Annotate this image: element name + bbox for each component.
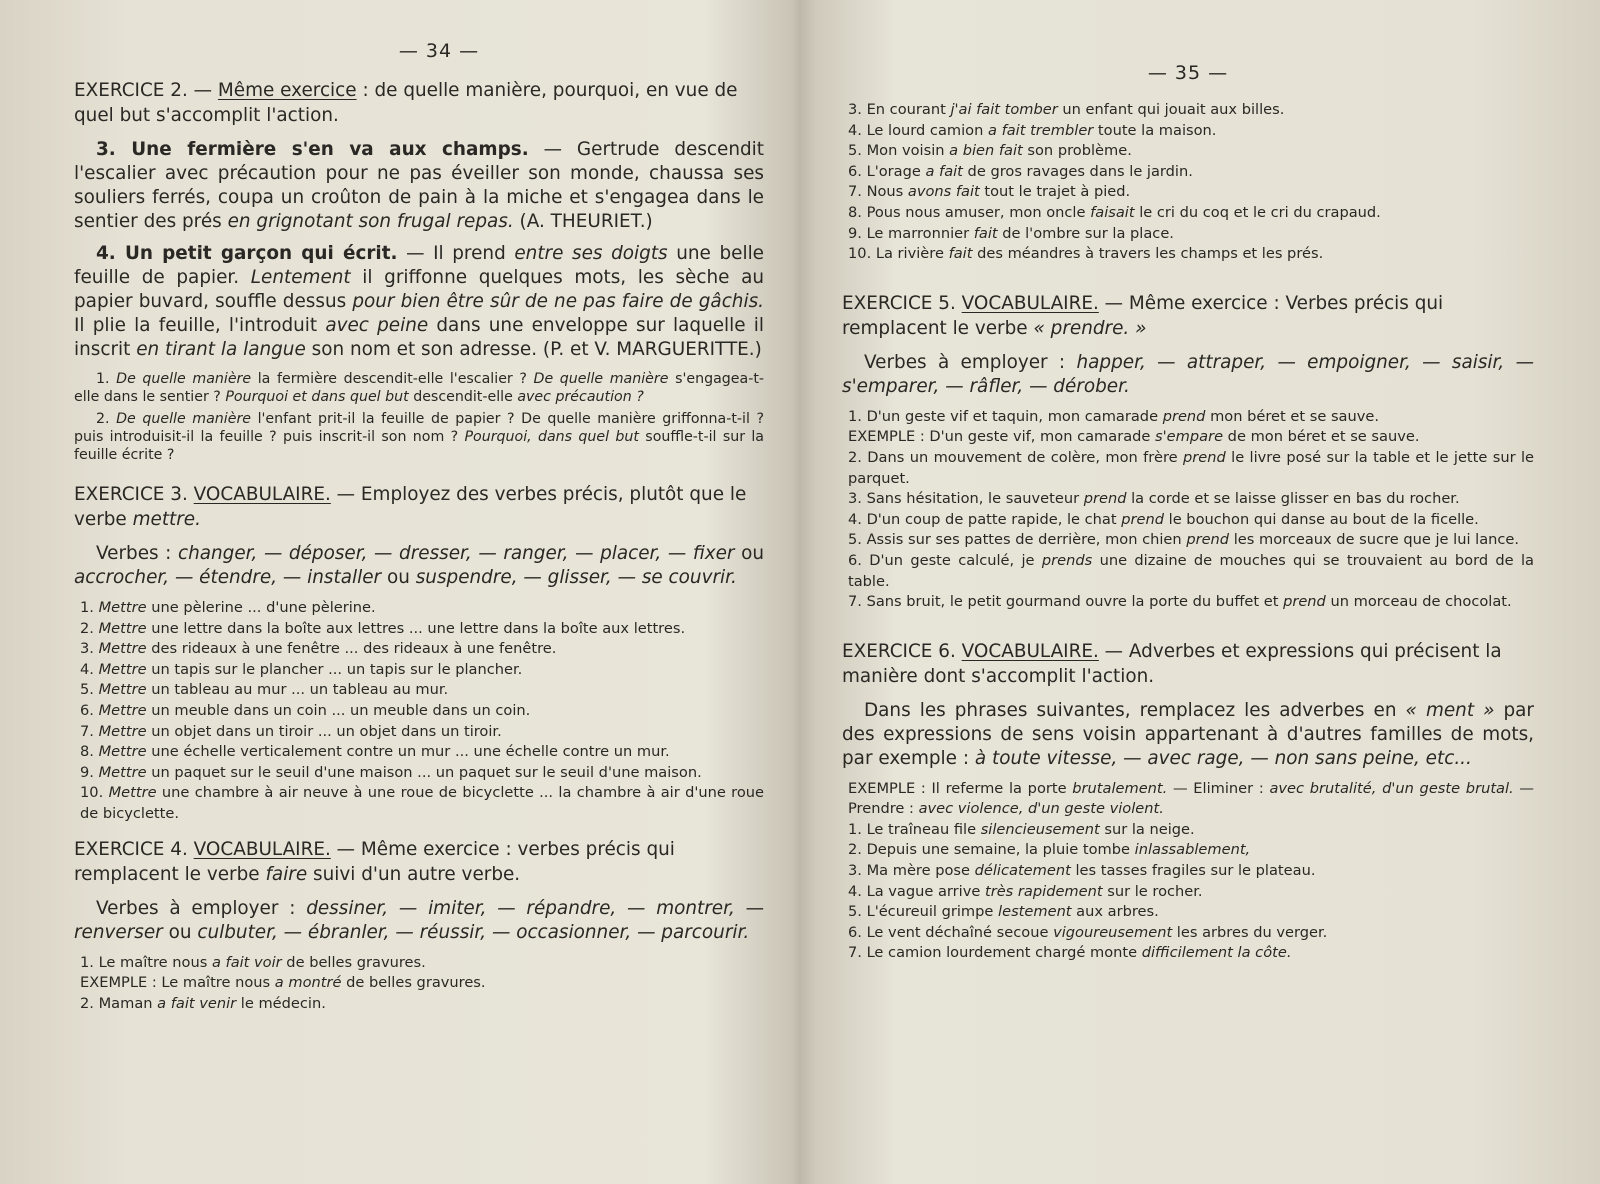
exercise-3-label: EXERCICE 3. — [74, 484, 194, 505]
item-text-a: 6. L'orage — [848, 162, 926, 180]
item-italic: j'ai fait tomber — [950, 101, 1058, 118]
exercise-3-underlined: VOCABULAIRE. — [193, 484, 331, 505]
item-text-b: les morceaux de sucre que je lui lance. — [1229, 531, 1520, 549]
list-item — [74, 722, 764, 743]
question-1-text-c: s'engagea-t-elle dans le sentier ? — [74, 371, 765, 405]
exercise-4-verbs-list: dessiner, — imiter, — répandre, — montrer, — renverser — [74, 897, 764, 943]
page-number-left: — 34 — — [398, 40, 480, 62]
exercise-6-intro-italic-2: à toute vitesse, — avec rage, — non sans peine, etc... — [974, 747, 1472, 769]
item-text-a: 1. Le traîneau file — [848, 820, 981, 838]
exercise-4-verbs-list-2: culbuter, — ébranler, — réussir, — occasionner, — parcourir. — [197, 921, 750, 943]
item-number: 6. — [80, 701, 99, 719]
item-text-a: EXEMPLE : D'un geste vif, mon camarade — [848, 428, 1156, 446]
paragraph-4-text-a: — Il prend — [397, 243, 515, 264]
item-text-b: de gros ravages dans le jardin. — [962, 162, 1193, 180]
exercise-5-underlined: VOCABULAIRE. — [961, 292, 1099, 314]
item-text-a: 1. Le maître nous — [80, 953, 212, 971]
exercise-5-verbs-list: happer, — attraper, — empoigner, — saisir, — s'emparer, — râfler, — dérober. — [842, 351, 1534, 397]
list-item — [842, 530, 1534, 551]
list-item — [842, 882, 1534, 903]
item-italic: lestement — [998, 903, 1072, 921]
exercise-6-heading — [842, 639, 1534, 689]
item-italic: silencieusement — [980, 820, 1100, 838]
item-verb: Mettre — [98, 619, 147, 637]
item-text-a: 7. Le camion lourdement chargé monte — [848, 944, 1142, 962]
item-number: 10. — [80, 784, 109, 802]
exercise-2-underlined: Même exercice — [217, 80, 357, 101]
list-item — [74, 701, 764, 722]
item-text-b: les tasses fragiles sur le plateau. — [1070, 862, 1316, 880]
exercise-3-items — [74, 598, 764, 825]
exercise-6-underlined: VOCABULAIRE. — [961, 640, 1099, 662]
exercise-3-verbs-lead: Verbes : — [96, 543, 178, 564]
item-text-a: 10. La rivière — [848, 245, 949, 263]
item-text-b: tout le trajet à pied. — [979, 183, 1131, 201]
question-1-text-d: descendit-elle — [408, 389, 518, 405]
exercise-3-verbs-ou-2: ou — [381, 567, 416, 588]
exercise-5-instructions: — Même exercice : Verbes précis qui remplacent le verbe — [842, 292, 1444, 339]
paragraph-4-italic-c: pour bien être sûr de ne pas faire de gâchis. — [352, 291, 765, 312]
item-text-b: mon béret et se sauve. — [1205, 407, 1379, 425]
example-italic-1: brutalement. — [1072, 779, 1168, 797]
list-item — [842, 141, 1534, 162]
item-text: un tapis sur le plancher ... un tapis sur le plancher. — [146, 660, 523, 678]
item-number: 8. — [80, 743, 99, 761]
item-italic: délicatement — [974, 862, 1071, 880]
question-1-number: 1. — [96, 371, 117, 387]
question-1-italic-3: Pourquoi et dans quel but — [225, 389, 409, 405]
paragraph-4-italic-a: entre ses doigts — [514, 243, 668, 264]
list-item — [842, 407, 1534, 428]
item-text-b: un enfant qui jouait aux billes. — [1057, 101, 1285, 118]
exercise-3-verbs-list: changer, — déposer, — dresser, — ranger, — placer, — fixer — [177, 543, 735, 564]
example-text-a: EXEMPLE : Il referme la porte — [848, 779, 1073, 797]
paragraph-4-text-b: une belle feuille de papier. — [74, 243, 764, 288]
exercise-3-heading — [74, 482, 764, 532]
question-1-text-b: la fermière descendit-elle l'escalier ? — [251, 371, 534, 387]
item-italic: prend — [1083, 490, 1127, 508]
exercise-6-intro — [842, 699, 1534, 771]
item-text: une pèlerine ... d'une pèlerine. — [146, 599, 376, 616]
item-text-a: 5. Mon voisin — [848, 142, 950, 160]
example-italic-3: avec violence, d'un geste violent. — [918, 800, 1164, 818]
list-item — [842, 551, 1534, 592]
item-number: 3. — [80, 640, 99, 658]
exercise-4-label: EXERCICE 4. — [74, 838, 194, 860]
exercise-3-instructions: — Employez des verbes précis, plutôt que le verbe — [74, 484, 747, 530]
item-text-b: de belles gravures. — [341, 974, 486, 992]
item-number: 4. — [80, 660, 99, 678]
item-text-a: 5. L'écureuil grimpe — [848, 903, 999, 921]
paragraph-4-italic-d: avec peine — [325, 315, 429, 336]
item-number: 7. — [80, 722, 99, 740]
example-line — [842, 779, 1534, 820]
exercise-3-verbs-list-2: accrocher, — étendre, — installer — [74, 567, 382, 588]
right-page — [808, 0, 1600, 1184]
item-text-b: son problème. — [1022, 142, 1132, 160]
list-item — [74, 994, 764, 1015]
item-text-b: des méandres à travers les champs et les prés. — [972, 245, 1324, 263]
list-item — [74, 783, 764, 824]
item-italic: prend — [1121, 510, 1164, 528]
item-verb: Mettre — [98, 640, 147, 658]
list-item — [842, 489, 1534, 510]
example-line — [74, 973, 764, 994]
item-text-a: 2. Depuis une semaine, la pluie tombe — [848, 841, 1135, 859]
item-number: 1. — [80, 599, 99, 616]
question-2-number: 2. — [96, 411, 117, 427]
exercise-4-instructions-b: suivi d'un autre verbe. — [307, 863, 521, 885]
exercise-5-italic: « prendre. » — [1033, 317, 1147, 339]
item-text: un objet dans un tiroir ... un objet dans un tiroir. — [146, 722, 502, 740]
list-item — [842, 592, 1534, 613]
paragraph-4-text-d: Il plie la feuille, l'introduit — [74, 315, 326, 336]
item-italic: inlassablement, — [1134, 841, 1251, 859]
item-number: 2. — [80, 619, 99, 637]
right-page-content — [842, 62, 1534, 976]
list-item — [842, 121, 1534, 142]
question-2-italic-1: De quelle manière — [116, 411, 252, 427]
item-italic: a fait voir — [211, 953, 282, 971]
item-text-a: 2. Maman — [80, 994, 158, 1012]
list-item — [842, 923, 1534, 944]
item-italic: difficilement la côte. — [1141, 944, 1292, 962]
item-text-b: sur le rocher. — [1102, 882, 1203, 900]
item-text-b: le livre posé sur la table et le jette sur le parquet. — [848, 448, 1534, 487]
item-text-a: 5. Assis sur ses pattes de derrière, mon chien — [848, 531, 1187, 549]
paragraph-4 — [74, 242, 764, 362]
item-italic: très rapidement — [984, 882, 1103, 900]
item-italic: fait — [948, 245, 973, 263]
paragraph-3 — [74, 138, 764, 234]
item-text-a: 9. Le marronnier — [848, 224, 974, 242]
list-item — [842, 182, 1534, 203]
exercise-3-verbs-list-3: suspendre, — glisser, — se couvrir. — [415, 567, 737, 588]
exercise-4-heading — [74, 837, 764, 887]
item-verb: Mettre — [98, 681, 147, 699]
item-italic: prend — [1162, 407, 1206, 425]
item-italic: faisait — [1090, 203, 1135, 221]
item-italic: a bien fait — [949, 142, 1023, 160]
item-text-a: 4. Le lourd camion — [848, 121, 988, 139]
list-item — [842, 203, 1534, 224]
item-text-a: 7. Nous — [848, 183, 908, 201]
item-text: une lettre dans la boîte aux lettres ... une lettre dans la boîte aux lettres. — [146, 619, 686, 637]
item-text-a: 3. Ma mère pose — [848, 862, 975, 880]
question-2-text-c: souffle-t-il sur la feuille écrite ? — [74, 429, 764, 463]
item-verb: Mettre — [98, 722, 147, 740]
list-item — [74, 953, 764, 974]
example-line — [842, 427, 1534, 448]
question-1 — [74, 370, 764, 406]
exercise-3-italic: mettre. — [132, 509, 201, 530]
list-item — [842, 162, 1534, 183]
exercise-3-verbs — [74, 542, 764, 590]
list-item — [842, 943, 1534, 964]
question-2 — [74, 410, 764, 464]
exercise-4-verbs — [74, 897, 764, 945]
exercise-2-heading — [74, 78, 764, 128]
item-text-b: une dizaine de mouches qui se trouvaient au bord de la table. — [848, 551, 1534, 590]
item-text-b: les arbres du verger. — [1172, 923, 1328, 941]
paragraph-3-title: 3. Une fermière s'en va aux champs. — [96, 139, 529, 160]
exercise-5-verbs-lead: Verbes à employer : — [864, 351, 1077, 373]
paragraph-3-italic-a: en grignotant son frugal repas. — [227, 211, 514, 232]
paragraph-4-italic-e: en tirant la langue — [136, 339, 306, 360]
item-italic: s'empare — [1155, 428, 1224, 446]
item-text-b: toute la maison. — [1093, 121, 1217, 139]
paragraph-3-text-b: (A. THEURIET.) — [513, 211, 653, 232]
item-number: 9. — [80, 763, 99, 781]
exercise-6-label: EXERCICE 6. — [842, 640, 962, 662]
list-item — [842, 448, 1534, 489]
exercise-5-verbs — [842, 351, 1534, 399]
item-number: 5. — [80, 681, 99, 699]
item-text-a: 3. Sans hésitation, le sauveteur — [848, 490, 1084, 508]
item-italic: prend — [1183, 448, 1226, 466]
item-italic: prend — [1186, 531, 1230, 549]
exercise-4-underlined: VOCABULAIRE. — [193, 838, 331, 860]
exercise-2-label: EXERCICE 2. — — [74, 80, 218, 101]
item-text-b: aux arbres. — [1071, 903, 1159, 921]
list-item — [74, 763, 764, 784]
item-text: une échelle verticalement contre un mur ... une échelle contre un mur. — [146, 743, 670, 761]
exercise-5-items — [842, 407, 1534, 613]
item-italic: vigoureusement — [1053, 923, 1173, 941]
list-item — [842, 861, 1534, 882]
item-text-b: le médecin. — [236, 994, 326, 1012]
paragraph-4-text-c: il griffonne quelques mots, les sèche au papier buvard, souffle dessus — [74, 267, 764, 312]
question-1-italic-4: avec précaution ? — [517, 389, 644, 405]
example-italic-2: avec brutalité, d'un geste brutal. — [1269, 779, 1514, 797]
example-text-c: — Prendre : — [848, 779, 1534, 818]
item-text-a: 6. D'un geste calculé, je — [848, 551, 1042, 569]
exercise-5-heading — [842, 291, 1534, 341]
item-text-b: de belles gravures. — [281, 953, 426, 971]
exercise-4-verbs-lead: Verbes à employer : — [96, 897, 307, 919]
exercise-4-items-continued — [842, 100, 1534, 265]
exercise-4-verbs-ou: ou — [162, 921, 198, 943]
paragraph-4-title: 4. Un petit garçon qui écrit. — [96, 243, 398, 264]
item-text-b: de mon béret et se sauve. — [1223, 428, 1420, 446]
exercise-6-instructions: — Adverbes et expressions qui précisent la manière dont s'accomplit l'action. — [842, 640, 1502, 687]
item-verb: Mettre — [98, 701, 147, 719]
paragraph-4-text-e: dans une enveloppe sur laquelle il inscrit — [74, 315, 764, 360]
paragraph-4-text-f: son nom et son adresse. (P. et V. MARGUERITTE.) — [305, 339, 762, 360]
item-verb: Mettre — [108, 784, 157, 802]
item-italic: avons fait — [907, 183, 980, 201]
item-italic: a fait — [925, 162, 963, 180]
exercise-6-intro-italic-1: « ment » — [1405, 699, 1495, 721]
left-page-content — [74, 40, 764, 1026]
item-text-b: un morceau de chocolat. — [1325, 593, 1512, 611]
list-item — [842, 820, 1534, 841]
question-1-italic-1: De quelle manière — [116, 371, 252, 387]
item-italic: prends — [1041, 551, 1093, 569]
exercise-6-items — [842, 779, 1534, 964]
item-verb: Mettre — [98, 660, 147, 678]
item-text: un meuble dans un coin ... un meuble dans un coin. — [146, 701, 531, 719]
exercise-6-intro-a: Dans les phrases suivantes, remplacez les adverbes en — [864, 699, 1406, 721]
question-2-italic-2: Pourquoi, dans quel but — [464, 429, 639, 445]
item-verb: Mettre — [98, 743, 147, 761]
item-text-a: 3. En courant — [848, 101, 951, 118]
exercise-4-instructions-a: — Même exercice : verbes précis qui remplacent le verbe — [74, 838, 675, 885]
paragraph-3-text-a: — Gertrude descendit l'escalier avec précaution pour ne pas éveiller son monde, chaussa ses souliers ferrés, coupa un croûton de pain à la miche et s'engagea dans le sentier des prés — [74, 139, 764, 232]
list-item — [842, 224, 1534, 245]
list-item — [74, 619, 764, 640]
list-item — [74, 680, 764, 701]
item-text-b: de l'ombre sur la place. — [997, 224, 1174, 242]
list-item — [74, 742, 764, 763]
item-text: une chambre à air neuve à une roue de bicyclette ... la chambre à air d'une roue de bicyclette. — [80, 784, 764, 822]
item-text-a: 1. D'un geste vif et taquin, mon camarade — [848, 407, 1163, 425]
item-text-b: sur la neige. — [1099, 820, 1195, 838]
exercise-2-instructions: : de quelle manière, pourquoi, en vue de quel but s'accomplit l'action. — [74, 80, 738, 126]
item-text-b: le cri du coq et le cri du crapaud. — [1134, 203, 1381, 221]
item-italic: a fait venir — [157, 994, 237, 1012]
item-text-b: le bouchon qui danse au bout de la ficelle. — [1164, 510, 1479, 528]
exercise-5-label: EXERCICE 5. — [842, 292, 962, 314]
list-item — [74, 639, 764, 660]
item-italic: prend — [1283, 593, 1326, 611]
list-item — [842, 902, 1534, 923]
item-text-b: la corde et se laisse glisser en bas du rocher. — [1126, 490, 1460, 508]
page-number-right: — 35 — — [1147, 62, 1229, 84]
item-text: des rideaux à une fenêtre ... des rideaux à une fenêtre. — [146, 640, 557, 658]
list-item — [842, 510, 1534, 531]
item-italic: a montré — [274, 974, 342, 992]
item-text-a: 4. D'un coup de patte rapide, le chat — [848, 510, 1122, 528]
exercise-3-verbs-ou-1: ou — [734, 543, 764, 564]
item-verb: Mettre — [98, 599, 147, 616]
item-text-a: EXEMPLE : Le maître nous — [80, 974, 275, 992]
item-italic: a fait trembler — [988, 121, 1094, 139]
list-item — [74, 598, 764, 619]
paragraph-4-italic-b: Lentement — [250, 267, 351, 288]
list-item — [842, 840, 1534, 861]
list-item — [842, 244, 1534, 265]
item-text: un paquet sur le seuil d'une maison ... un paquet sur le seuil d'une maison. — [146, 763, 702, 781]
example-text-b: — Eliminer : — [1167, 779, 1270, 797]
item-text: un tableau au mur ... un tableau au mur. — [146, 681, 449, 699]
question-1-italic-2: De quelle manière — [533, 371, 669, 387]
item-text-a: 7. Sans bruit, le petit gourmand ouvre la porte du buffet et — [848, 593, 1284, 611]
list-item — [74, 660, 764, 681]
item-text-a: 6. Le vent déchaîné secoue — [848, 923, 1054, 941]
item-verb: Mettre — [98, 763, 147, 781]
item-text-a: 2. Dans un mouvement de colère, mon frère — [848, 448, 1183, 466]
exercise-6-intro-b: par des expressions de sens voisin appartenant à d'autres familles de mots, par exemple : — [842, 699, 1534, 769]
exercise-4-italic: faire — [265, 863, 308, 885]
item-text-a: 8. Pous nous amuser, mon oncle — [848, 203, 1091, 221]
item-text-a: 4. La vague arrive — [848, 882, 985, 900]
list-item — [842, 100, 1534, 121]
exercise-4-items — [74, 953, 764, 1015]
question-2-text-b: l'enfant prit-il la feuille de papier ? De quelle manière griffonna-t-il ? puis introduisit-il la feuille ? puis inscrit-il son nom ? — [74, 411, 765, 445]
item-italic: fait — [973, 224, 998, 242]
